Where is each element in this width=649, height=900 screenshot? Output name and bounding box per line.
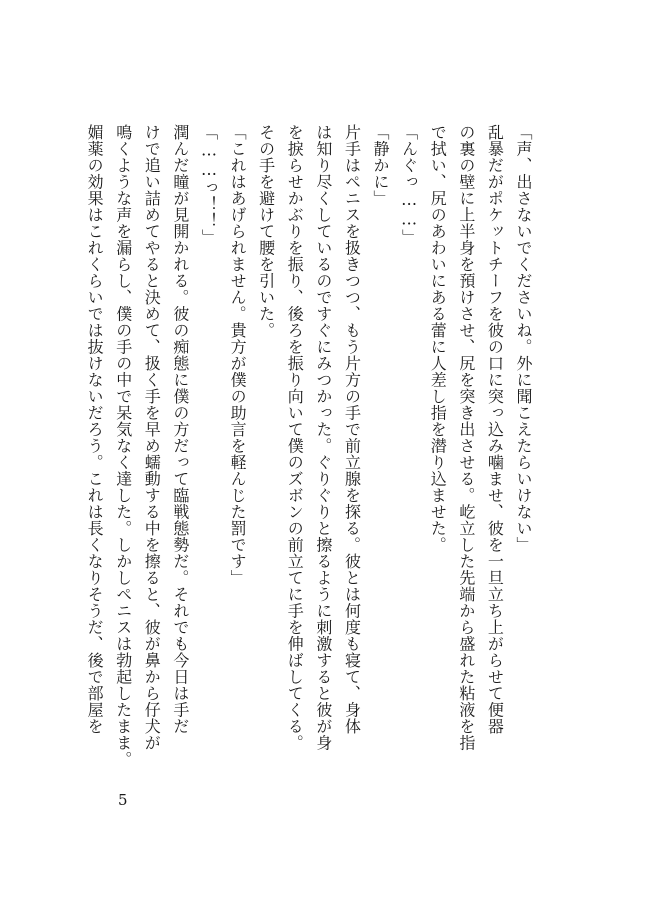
page-number: 5 — [118, 791, 128, 809]
text-line: 片手はペニスを扱きつつ、もう片方の手で前立腺を探る。彼とは何度も寝て、身体 — [342, 124, 362, 735]
text-line: 潤んだ瞳が見開かれる。彼の痴態に僕の方だって臨戦態勢だ。それでも今日は手だ — [170, 124, 190, 735]
vertical-text-block — [80, 124, 538, 784]
text-line: その手を避けて腰を引いた。 — [256, 124, 276, 339]
text-line: 乱暴だがポケットチーフを彼の口に突っ込み噛ませ、彼を一旦立ち上がらせて便器 — [485, 124, 505, 735]
text-line: 「静かに」 — [371, 124, 391, 207]
text-line: 「声、出さないでくださいね。外に聞こえたらいけない」 — [514, 124, 533, 553]
text-line: は知り尽くしているのですぐにみつかった。ぐりぐりと擦るように刺激すると彼が身 — [313, 124, 333, 751]
text-line: 鳴くような声を漏らし、僕の手の中で呆気なく達した。しかしペニスは勃起したまま。 — [113, 124, 133, 768]
text-line: で拭い、尻のあわいにある蕾に人差し指を潜り込ませた。 — [428, 124, 448, 553]
text-line: けで追い詰めてやると決めて、扱く手を早め蠕動する中を擦ると、彼が鼻から仔犬が — [142, 124, 162, 751]
text-line: 「……っ！！」 — [199, 124, 219, 246]
text-line: の裏の壁に上半身を預けさせ、尻を突き出させる。屹立した先端から盛れた粘液を指 — [456, 124, 476, 751]
text-line: 「これはあげられません。貴方が僕の助言を軽んじた罰です」 — [228, 124, 248, 586]
text-line: を捩らせかぶりを振り、後ろを振り向いて僕のズボンの前立てに手を伸ばしてくる。 — [285, 124, 305, 751]
text-line: 媚薬の効果はこれくらいでは抜けないだろう。これは長くなりそうだ、後で部屋を — [85, 124, 105, 735]
text-line: 「んぐっ……」 — [399, 124, 419, 246]
